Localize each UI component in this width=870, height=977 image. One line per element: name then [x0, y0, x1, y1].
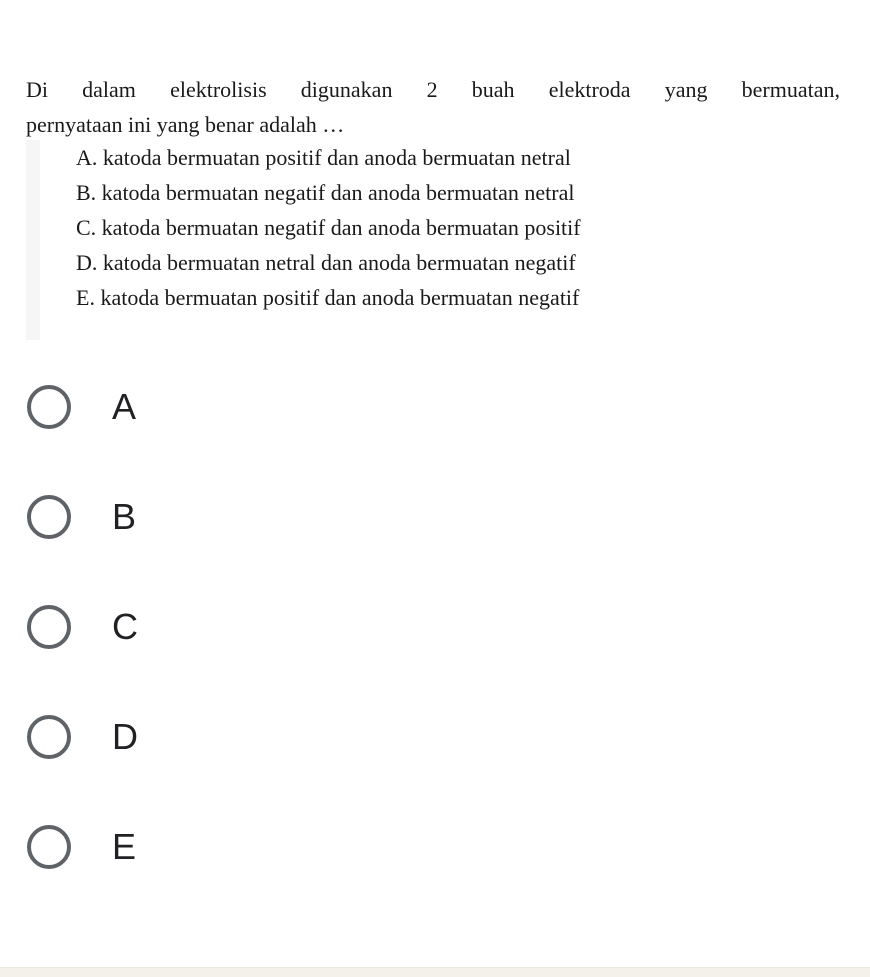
question-option-d: D. katoda bermuatan netral dan anoda bermuatan negatif — [76, 250, 576, 275]
answer-label-e[interactable]: E — [112, 826, 137, 867]
radio-button-d[interactable] — [27, 715, 71, 759]
question-option-a: A. katoda bermuatan positif dan anoda bermuatan netral — [76, 145, 571, 170]
question-option-b: B. katoda bermuatan negatif dan anoda bermuatan netral — [76, 180, 575, 205]
answer-choices — [0, 352, 870, 902]
radio-button-a[interactable] — [27, 385, 71, 429]
image-margin-shade — [26, 140, 40, 340]
question-image — [0, 0, 870, 345]
answer-label-b[interactable]: B — [112, 496, 137, 537]
answer-choice-c[interactable] — [0, 572, 870, 682]
radio-button-e[interactable] — [27, 825, 71, 869]
question-option-e: E. katoda bermuatan positif dan anoda bermuatan negatif — [76, 285, 580, 310]
answer-choice-a[interactable] — [0, 352, 870, 462]
radio-button-c[interactable] — [27, 605, 71, 649]
bottom-bar — [0, 967, 870, 977]
answer-choice-d[interactable] — [0, 682, 870, 792]
question-option-c: C. katoda bermuatan negatif dan anoda bermuatan positif — [76, 215, 581, 240]
radio-button-b[interactable] — [27, 495, 71, 539]
question-stem — [26, 72, 840, 142]
question-stem-line-1: Di dalam elektrolisis digunakan 2 buah elektroda yang bermuatan, — [26, 77, 840, 102]
answer-choice-e[interactable] — [0, 792, 870, 902]
answer-choice-b[interactable] — [0, 462, 870, 572]
question-options-list — [76, 140, 581, 315]
answer-label-a[interactable]: A — [112, 386, 137, 427]
question-stem-line-2: pernyataan ini yang benar adalah … — [26, 112, 345, 137]
answer-label-c[interactable]: C — [112, 606, 138, 647]
answer-label-d[interactable]: D — [112, 716, 138, 757]
